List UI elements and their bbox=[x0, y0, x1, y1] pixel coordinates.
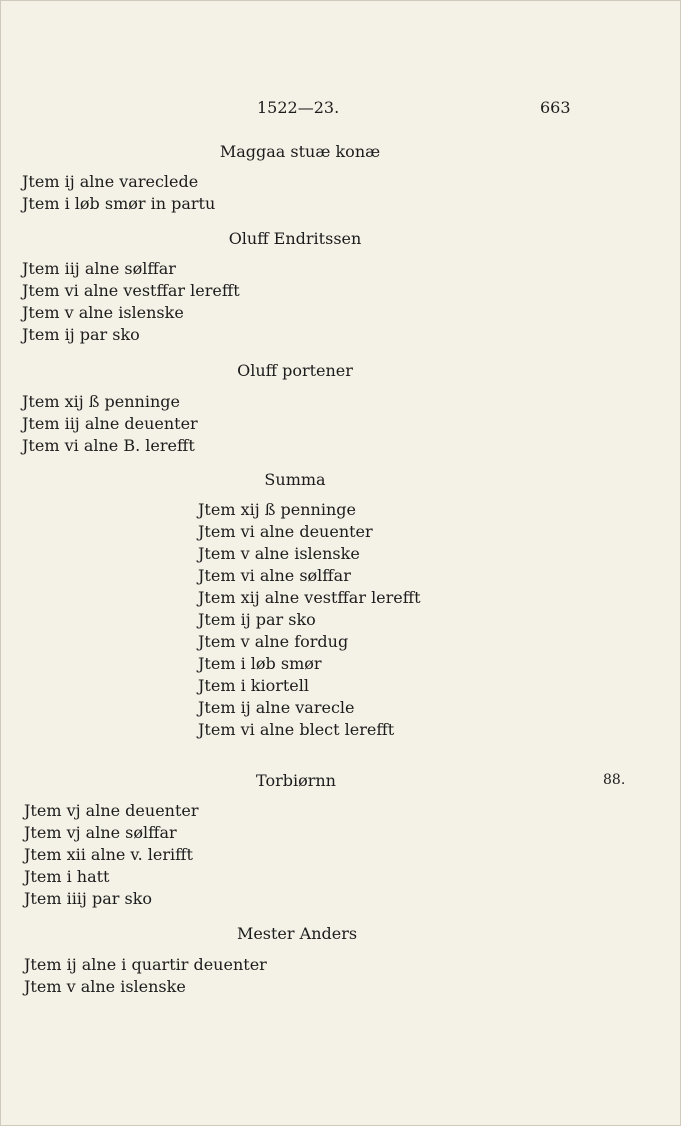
entry-line: Jtem vi alne blect lerefft bbox=[198, 720, 395, 739]
entry-line: Jtem iij alne deuenter bbox=[22, 414, 198, 433]
entry-line: Jtem ij alne vareclede bbox=[22, 172, 199, 191]
entry-line: Jtem vi alne deuenter bbox=[198, 522, 373, 541]
entry-line: Jtem i løb smør in partu bbox=[22, 194, 216, 213]
entry-line: Jtem v alne islenske bbox=[22, 303, 184, 322]
section-heading: Maggaa stuæ konæ bbox=[219, 142, 381, 161]
section-heading: Oluff Endritssen bbox=[228, 229, 362, 248]
entry-line: Jtem i hatt bbox=[24, 867, 110, 886]
section-heading: Oluff portener bbox=[237, 361, 353, 380]
entry-line: Jtem vi alne B. lerefft bbox=[22, 436, 195, 455]
section-heading: Torbiørnn bbox=[256, 771, 336, 790]
entry-line: Jtem xij ß penninge bbox=[198, 500, 356, 519]
page-number: 663 bbox=[540, 98, 571, 117]
entry-line: Jtem v alne fordug bbox=[198, 632, 349, 651]
entry-line: Jtem xij alne vestffar lerefft bbox=[198, 588, 421, 607]
entry-line: Jtem i kiortell bbox=[198, 676, 309, 695]
entry-line: Jtem ij par sko bbox=[198, 610, 316, 629]
entry-line: Jtem vi alne sølffar bbox=[198, 566, 351, 585]
entry-line: Jtem ij alne varecle bbox=[198, 698, 355, 717]
entry-line: Jtem v alne islenske bbox=[24, 977, 186, 996]
header-year: 1522—23. bbox=[257, 98, 340, 117]
entry-line: Jtem xii alne v. lerifft bbox=[24, 845, 193, 864]
section-heading: Summa bbox=[264, 470, 326, 489]
entry-line: Jtem vi alne vestffar lerefft bbox=[22, 281, 240, 300]
entry-line: Jtem vj alne deuenter bbox=[24, 801, 199, 820]
entry-line: Jtem iiij par sko bbox=[24, 889, 153, 908]
section-heading: Mester Anders bbox=[236, 924, 358, 943]
entry-line: Jtem v alne islenske bbox=[198, 544, 360, 563]
entry-line: Jtem ij alne i quartir deuenter bbox=[24, 955, 267, 974]
entry-line: Jtem i løb smør bbox=[198, 654, 322, 673]
entry-line: Jtem iij alne sølffar bbox=[22, 259, 176, 278]
entry-line: Jtem ij par sko bbox=[22, 325, 140, 344]
entry-line: Jtem vj alne sølffar bbox=[24, 823, 177, 842]
entry-line: Jtem xij ß penninge bbox=[22, 392, 180, 411]
margin-note: 88. bbox=[603, 772, 626, 788]
